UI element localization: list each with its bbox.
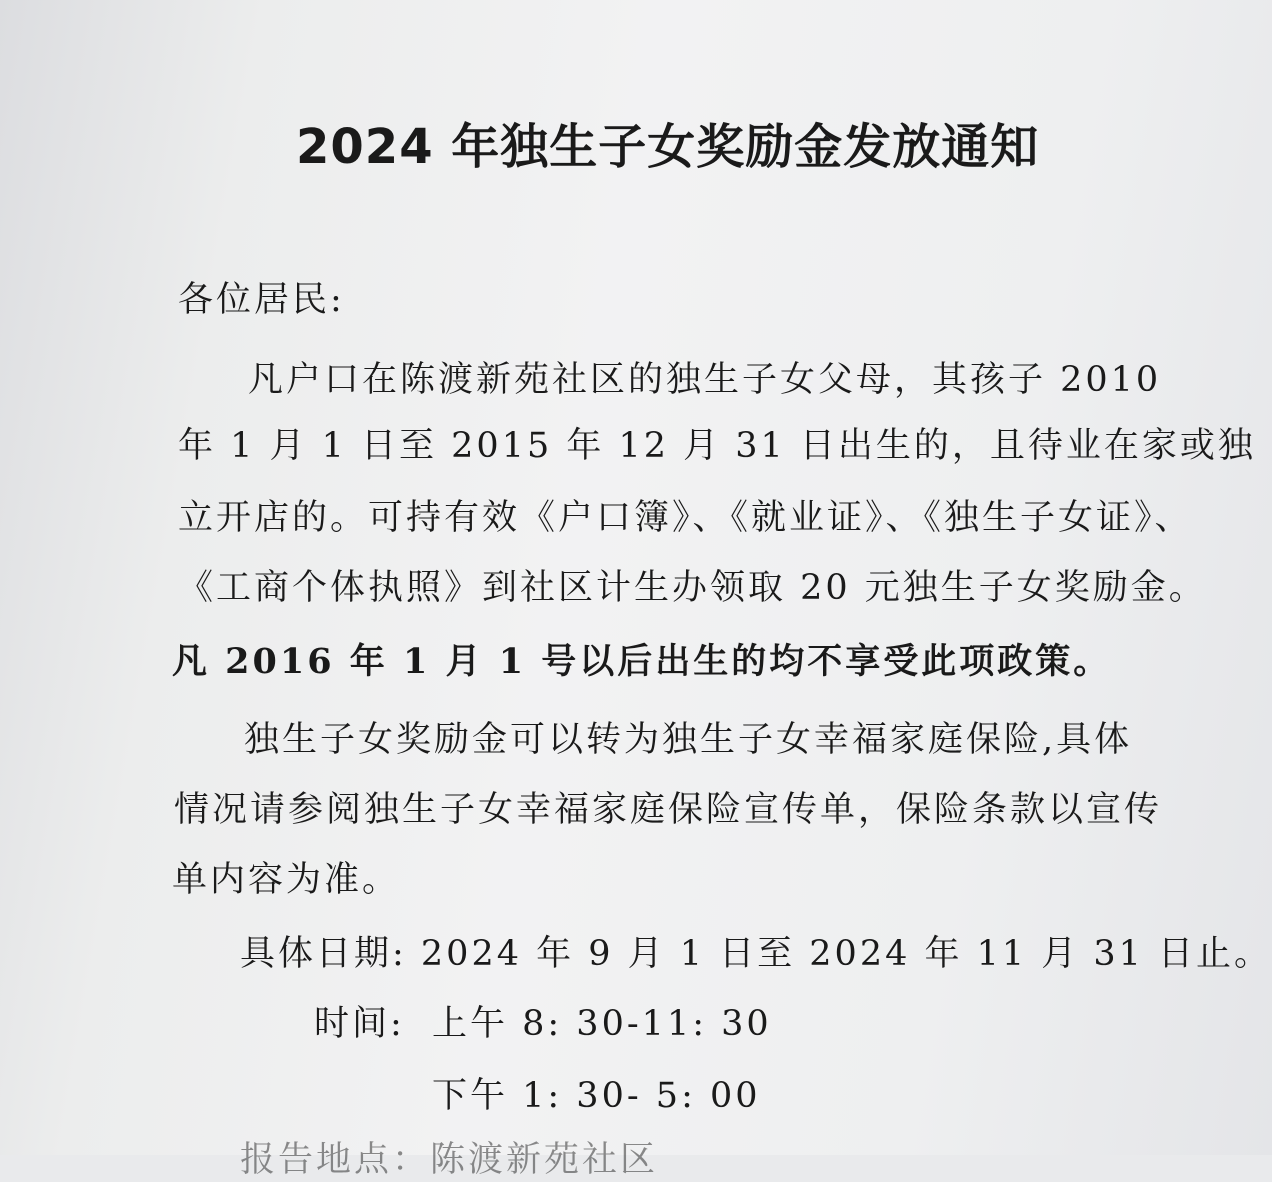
bottom-cutoff-line: 报告地点：陈渡新苑社区: [240, 1140, 659, 1180]
paragraph1-line3: 立开店的。可持有效《户口簿》、《就业证》、《独生子女证》、: [178, 498, 1193, 538]
paragraph2-line1: 独生子女奖励金可以转为独生子女幸福家庭保险,具体: [244, 720, 1133, 760]
paragraph1-line2: 年 1 月 1 日至 2015 年 12 月 31 日出生的，且待业在家或独: [178, 426, 1256, 466]
date-line: 具体日期: 2024 年 9 月 1 日至 2024 年 11 月 31 日止。: [240, 934, 1272, 974]
paragraph1-line1: 凡户口在陈渡新苑社区的独生子女父母，其孩子 2010: [248, 360, 1162, 400]
salutation: 各位居民:: [178, 280, 345, 320]
paragraph1-line4: 《工商个体执照》到社区计生办领取 20 元独生子女奖励金。: [178, 568, 1207, 608]
document-title: 2024 年独生子女奖励金发放通知: [296, 119, 1040, 175]
time-afternoon: 下午 1: 30- 5: 00: [432, 1076, 761, 1116]
time-label: 时间:: [314, 1004, 405, 1044]
paragraph1-line5: 凡 2016 年 1 月 1 号以后出生的均不享受此项政策。: [172, 641, 1112, 682]
paragraph2-line2: 情况请参阅独生子女幸福家庭保险宣传单，保险条款以宣传: [174, 790, 1163, 830]
time-morning: 上午 8: 30-11: 30: [432, 1004, 772, 1044]
paragraph2-line3: 单内容为准。: [172, 860, 401, 900]
